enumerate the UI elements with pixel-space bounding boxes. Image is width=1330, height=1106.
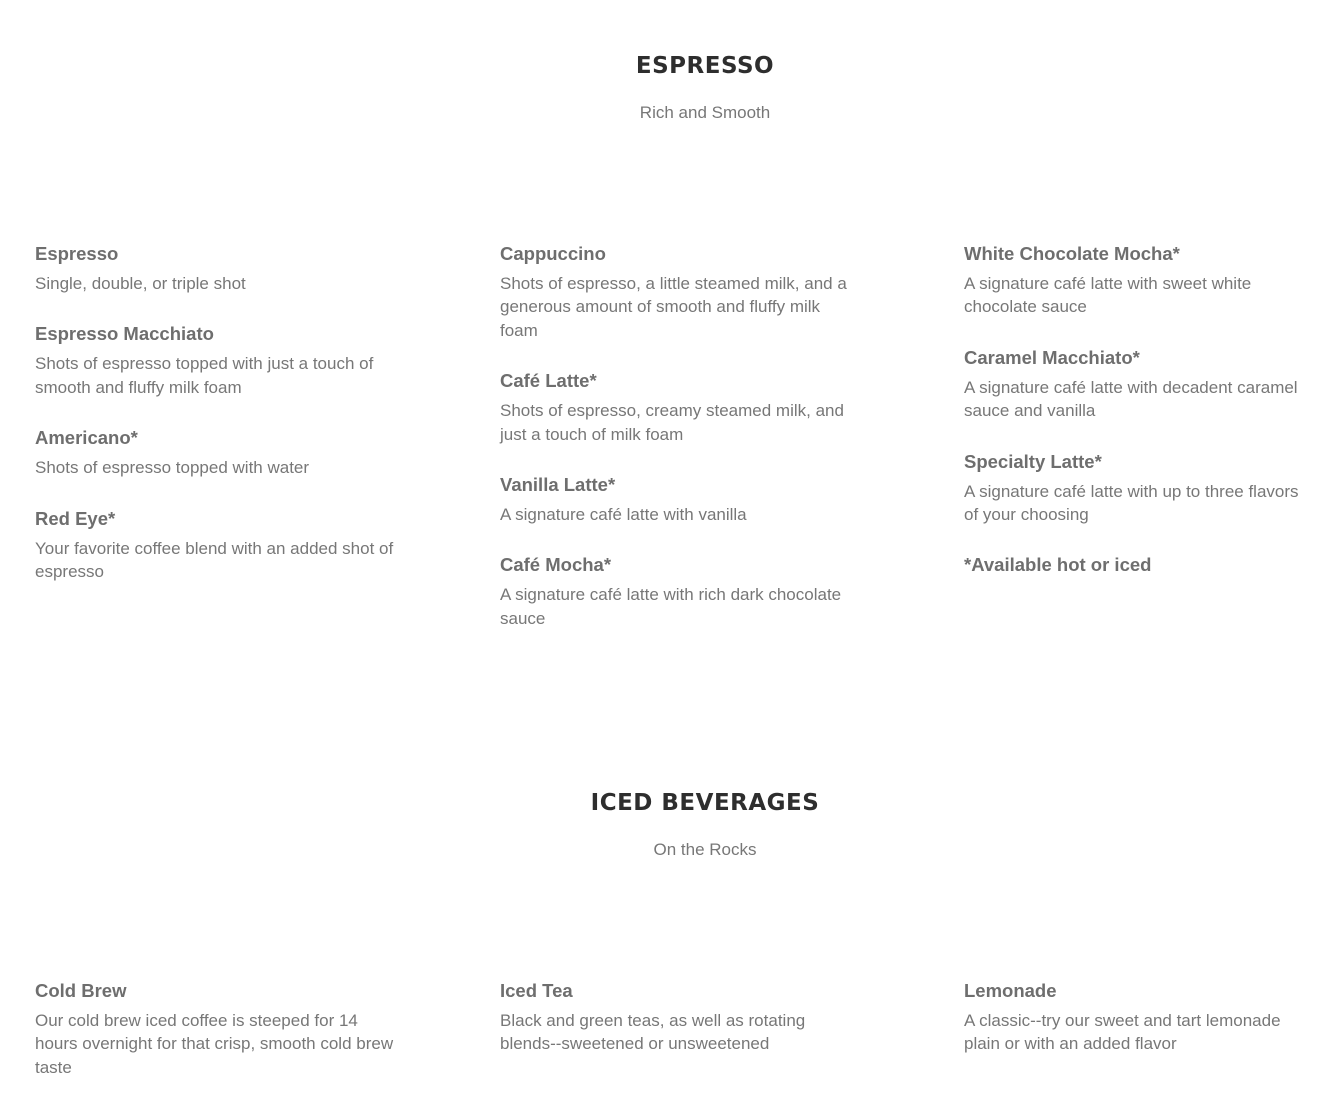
item-name: Red Eye* [35, 507, 116, 529]
item-name: Specialty Latte* [964, 450, 1102, 472]
item-name: White Chocolate Mocha* [964, 243, 1180, 264]
menu-item [500, 979, 860, 1056]
item-name: Cappuccino [500, 243, 606, 264]
item-description: Shots of espresso, a little steamed milk, and a generous amount of smooth and fluffy milk foam [500, 274, 847, 340]
item-description: A signature café latte with vanilla [500, 505, 747, 525]
item-name: Lemonade [964, 980, 1057, 1001]
availability-note: *Available hot or iced [964, 554, 1152, 576]
menu-item [964, 450, 1309, 527]
item-description: Shots of espresso topped with water [35, 458, 310, 478]
item-name: Vanilla Latte* [500, 474, 616, 496]
menu-item [964, 242, 1309, 319]
menu-item [500, 473, 860, 526]
item-description: Single, double, or triple shot [35, 274, 246, 293]
menu-column-3 [964, 979, 1309, 1083]
item-description: A signature café latte with sweet white chocolate sauce [964, 274, 1252, 317]
item-name: Café Mocha* [500, 554, 612, 576]
item-description: Shots of espresso topped with just a touch of smooth and fluffy milk foam [35, 354, 374, 397]
menu-item [964, 979, 1309, 1056]
item-description: Our cold brew iced coffee is steeped for 14 hours overnight for that crisp, smooth cold brew taste [35, 1011, 394, 1077]
menu-column-3 [964, 242, 1309, 577]
item-description: A signature café latte with rich dark chocolate sauce [500, 585, 842, 628]
item-description: Shots of espresso, creamy steamed milk, and just a touch of milk foam [500, 401, 844, 444]
section-title: ICED BEVERAGES [590, 790, 820, 816]
menu-item [500, 553, 860, 630]
item-name: Iced Tea [500, 980, 573, 1001]
menu-item [35, 979, 395, 1079]
item-description: Your favorite coffee blend with an added shot of espresso [35, 538, 394, 582]
menu-item [35, 242, 395, 295]
menu-item [35, 426, 395, 479]
item-description: A signature café latte with decadent caramel sauce and vanilla [964, 377, 1298, 421]
item-name: Americano* [35, 427, 138, 449]
iced-beverages-header [0, 789, 1330, 861]
menu-column-1 [35, 979, 395, 1106]
item-name: Café Latte* [500, 370, 597, 392]
item-name: Espresso Macchiato [35, 323, 214, 345]
item-description: Black and green teas, as well as rotating blends--sweetened or unsweetened [500, 1011, 806, 1054]
menu-item [500, 242, 860, 342]
item-name: Cold Brew [35, 980, 127, 1001]
menu-item [964, 346, 1309, 423]
menu-item [500, 369, 860, 446]
item-name: Espresso [35, 243, 119, 264]
menu-column-1 [35, 242, 395, 610]
menu-column-2 [500, 979, 860, 1083]
menu-item [35, 322, 395, 399]
item-description: A signature café latte with up to three flavors of your choosing [964, 481, 1299, 525]
section-subtitle: On the Rocks [653, 840, 757, 859]
item-description: A classic--try our sweet and tart lemonade plain or with an added flavor [964, 1011, 1281, 1054]
menu-column-2 [500, 242, 860, 657]
section-subtitle: Rich and Smooth [639, 103, 771, 122]
espresso-header [0, 52, 1330, 124]
menu-item [35, 507, 395, 584]
section-title: ESPRESSO [635, 53, 775, 79]
item-name: Caramel Macchiato* [964, 346, 1140, 368]
